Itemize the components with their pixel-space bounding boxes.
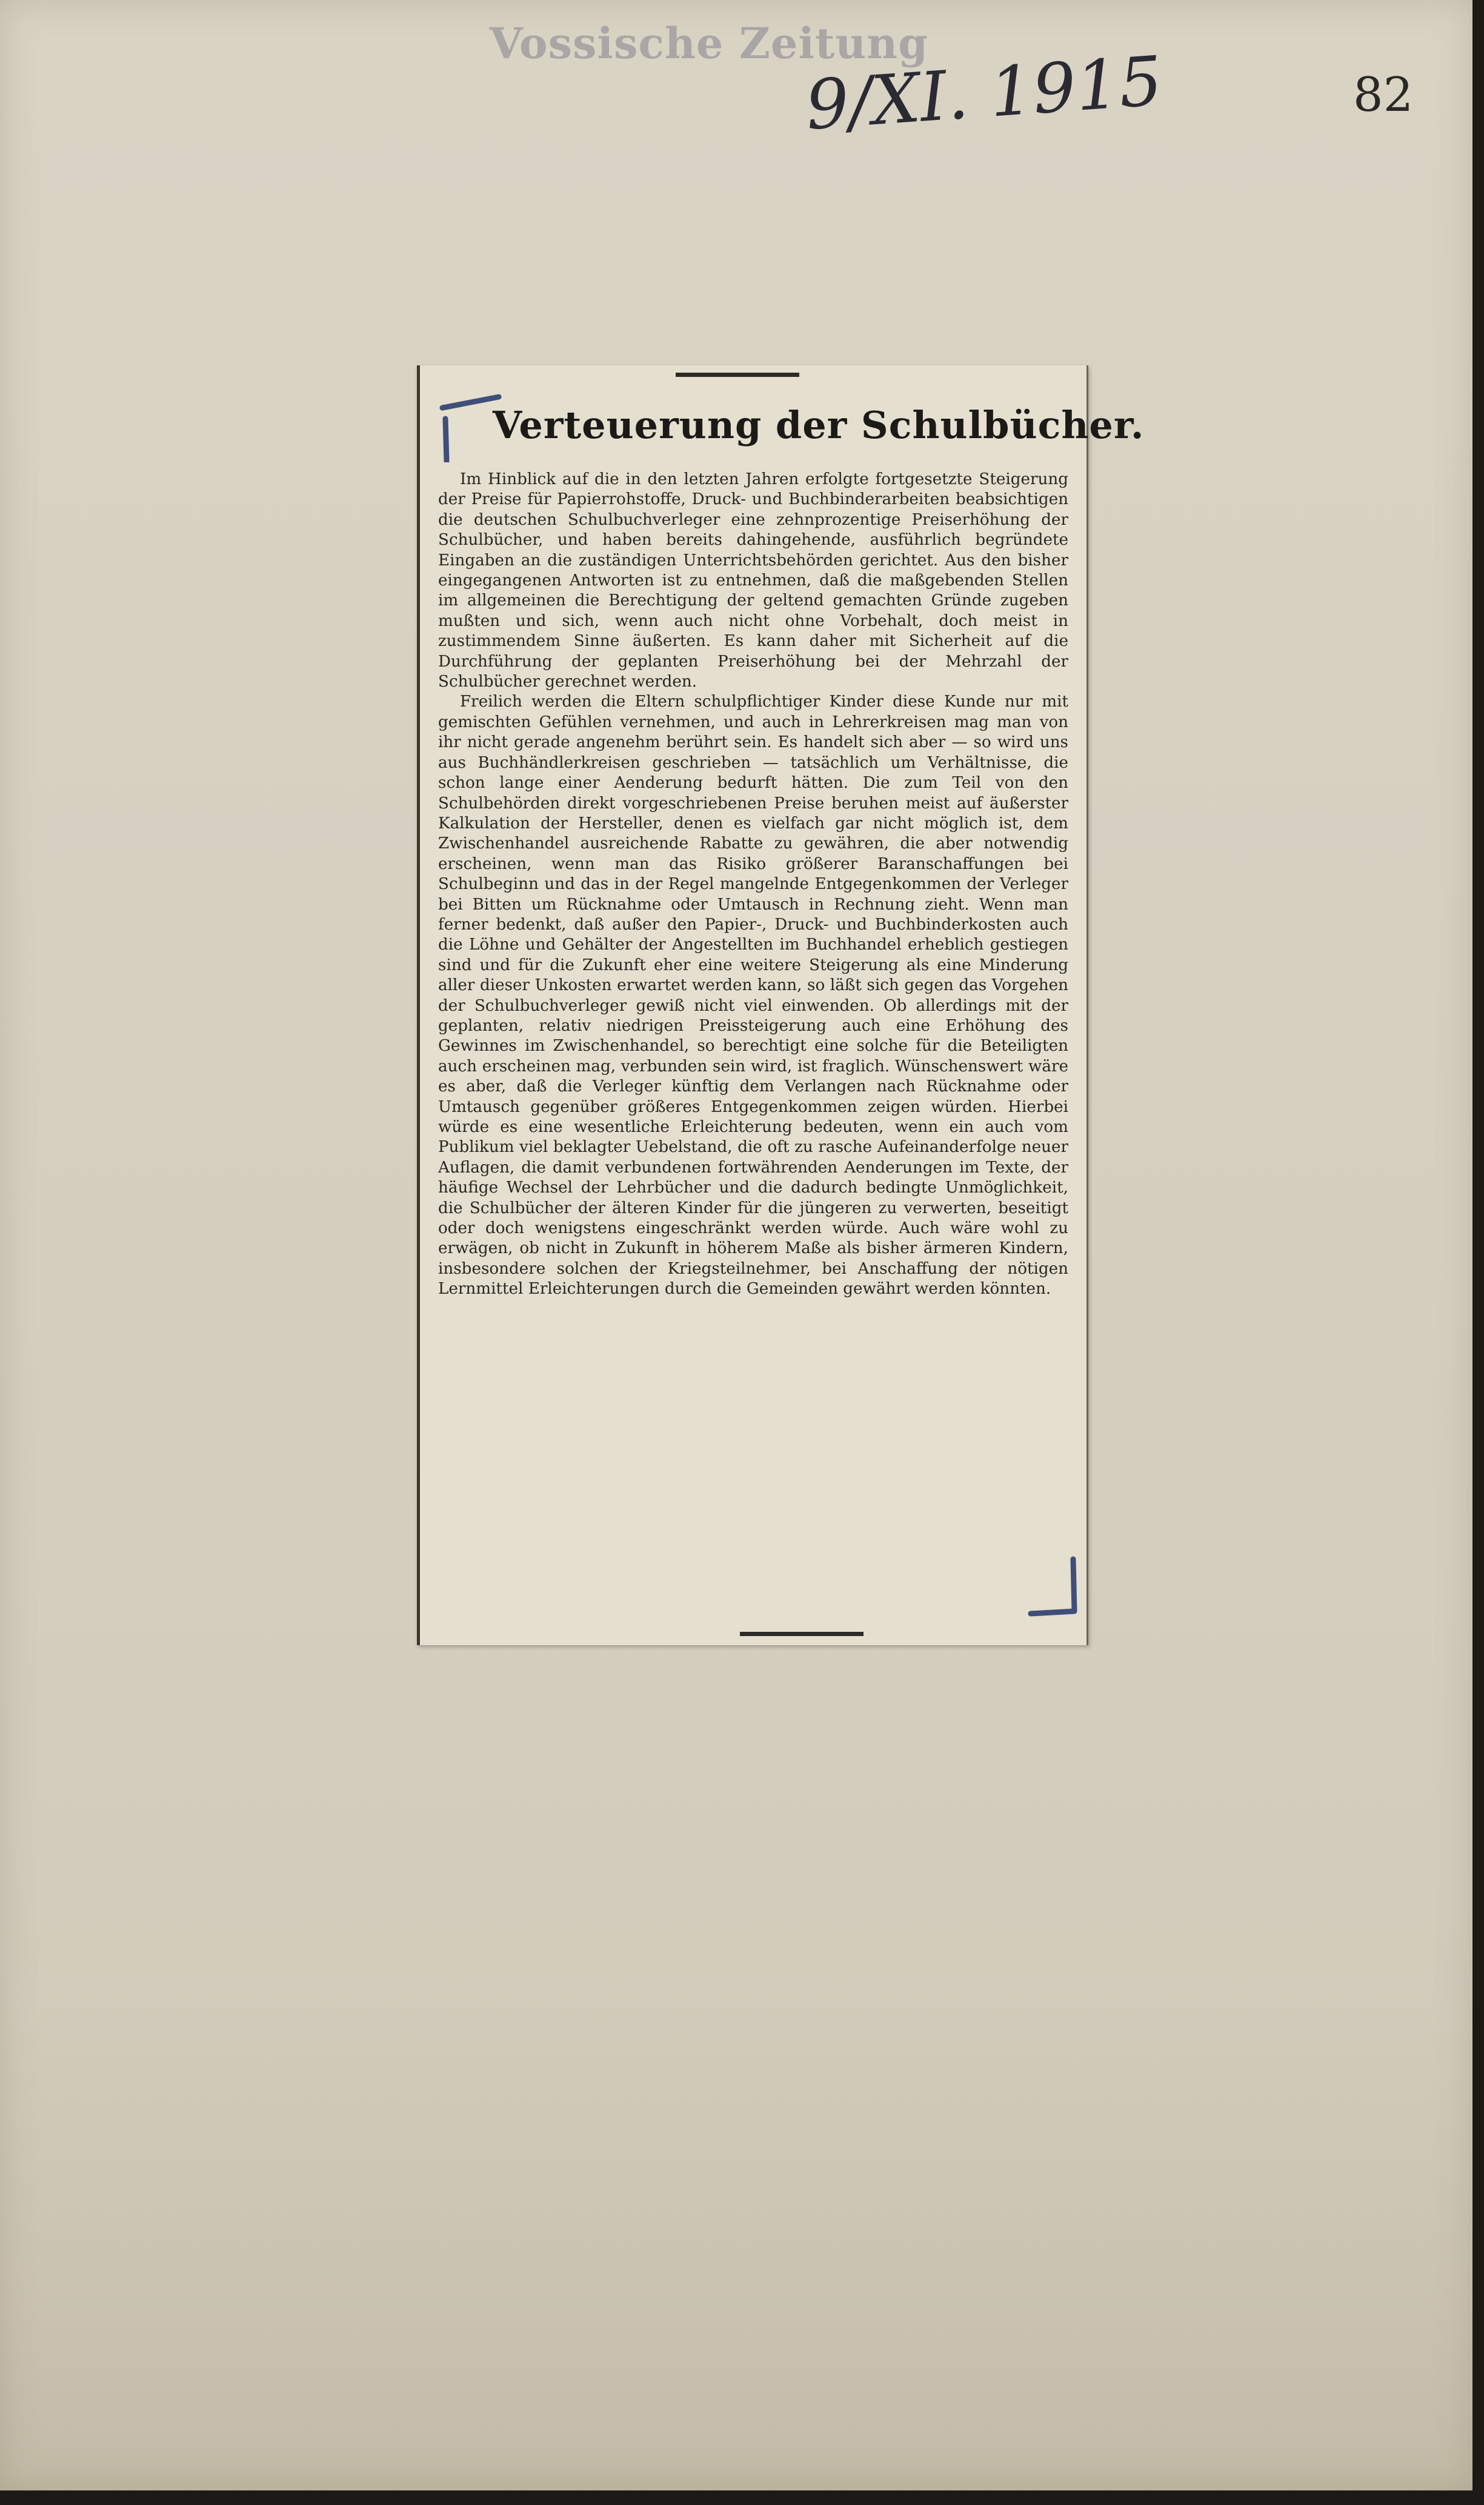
page-number: 82 [1353,68,1414,122]
clipping-bottom-rule [740,1632,863,1636]
article-headline: Verteuerung der Schulbücher. [493,403,1145,447]
newspaper-stamp: Vossische Zeitung [490,18,929,68]
article-paragraph-1: Im Hinblick auf die in den letzten Jahren erfolgte fortgesetzte Steigerung der Preise für Papierrohstoffe, Druck- und Buchbinderarbeiten beabsichtigen die deutschen Schulbuchverleger eine zehnprozentige Preiserhöhung der Schulbücher, und haben bereits dahingehende, ausführlich begründete Eingaben an die zuständigen Unterrichtsbehörden gerichtet. Aus den bisher eingegangenen Antworten ist zu entnehmen, daß die maßgebenden Stellen im allgemeinen die Berechtigung der geltend gemachten Gründe zugeben mußten und sich, wenn auch nicht ohne Vorbehalt, doch meist in zustimmendem Sinne äußerten. Es kann daher mit Sicherheit auf die Durchführung der geplanten Preiserhöhung bei der Mehrzahl der Schulbücher gerechnet werden. [438,470,1068,691]
blue-pencil-corner-mark-icon [1020,1553,1093,1620]
newspaper-clipping [417,365,1145,1645]
article-paragraph-2: Freilich werden die Eltern schulpflichtiger Kinder diese Kunde nur mit gemischten Gefühlen vernehmen, und auch in Lehrerkreisen mag man von ihr nicht gerade angenehm berührt sein. Es handelt sich aber — so wird uns aus Buchhändlerkreisen geschrieben — tatsächlich um Verhältnisse, die schon lange einer Aenderung bedurft hätten. Die zum Teil von den Schulbehörden direkt vorgeschriebenen Preise beruhen meist auf äußerster Kalkulation der Hersteller, denen es vielfach gar nicht möglich ist, dem Zwischenhandel ausreichende Rabatte zu gewähren, die aber notwendig erscheinen, wenn man das Risiko größerer Baranschaffungen bei Schulbeginn und das in der Regel mangelnde Entgegenkommen der Verleger bei Bitten um Rücknahme oder Umtausch in Rechnung zieht. Wenn man ferner bedenkt, daß außer den Papier-, Druck- und Buchbinderkosten auch die Löhne und Gehälter der Angestellten im Buchhandel erheblich gestiegen sind und für die Zukunft eher eine weitere Steigerung als eine Minderung aller dieser Unkosten erwartet werden kann, so läßt sich gegen das Vorgehen der Schulbuchverleger gewiß nicht viel einwenden. Ob allerdings mit der geplanten, relativ niedrigen Preissteigerung auch eine Erhöhung des Gewinnes im Zwischenhandel, so berechtigt eine solche für die Beteiligten auch erscheinen mag, verbunden sein wird, ist fraglich. Wünschenswert wäre es aber, daß die Verleger künftig dem Verlangen nach Rücknahme oder Umtausch gegenüber größeres Entgegenkommen zeigen würden. Hierbei würde es eine wesentliche Erleichterung bedeuten, wenn ein auch vom Publikum viel beklagter Uebelstand, die oft zu rasche Aufeinanderfolge neuer Auflagen, die damit verbundenen fortwährenden Aenderungen im Texte, der häufige Wechsel der Lehrbücher und die dadurch bedingte Unmöglichkeit, die Schulbücher der älteren Kinder für die jüngeren zu verwerten, beseitigt oder doch wenigstens eingeschränkt werden würde. Auch wäre wohl zu erwägen, ob nicht in Zukunft in höherem Maße als bisher ärmeren Kindern, insbesondere solchen der Kriegsteilnehmer, bei Anschaffung der nötigen Lernmittel Erleichterungen durch die Gemeinden gewährt werden könnten. [438,693,1068,1299]
paper-discoloration [0,2000,1472,2490]
handwritten-date: 9/XI. 1915 [803,42,1165,145]
article-body [438,470,1068,1300]
clipping-top-rule [676,373,799,377]
